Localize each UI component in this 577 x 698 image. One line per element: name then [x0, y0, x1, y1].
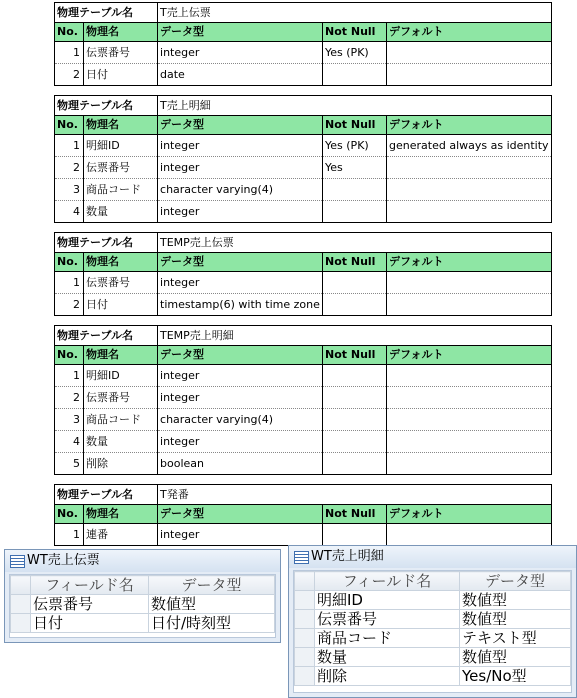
- table-icon: [10, 555, 25, 568]
- row-selector-header: [11, 576, 31, 595]
- field-row[interactable]: [295, 610, 571, 629]
- row-default: [387, 387, 552, 409]
- row-data-type: character varying(4): [158, 409, 323, 431]
- table-row: [55, 409, 552, 431]
- table-spec: [54, 2, 552, 86]
- row-physical-name: 削除: [84, 453, 158, 475]
- col-header-default: デフォルト: [387, 116, 552, 135]
- field-name-cell[interactable]: 伝票番号: [315, 610, 460, 629]
- row-default: [387, 179, 552, 201]
- row-default: [387, 409, 552, 431]
- col-header-default: デフォルト: [387, 253, 552, 272]
- row-not-null: [323, 409, 387, 431]
- row-no: 2: [55, 64, 84, 86]
- row-data-type: date: [158, 64, 323, 86]
- row-no: 5: [55, 453, 84, 475]
- row-data-type: integer: [158, 135, 323, 157]
- table-row: [55, 135, 552, 157]
- table-row: [55, 179, 552, 201]
- field-row[interactable]: [295, 629, 571, 648]
- col-header-data-type[interactable]: データ型: [460, 572, 571, 591]
- physical-table-name-label: 物理テーブル名: [55, 233, 158, 253]
- data-type-cell[interactable]: 数値型: [460, 610, 571, 629]
- field-name-cell[interactable]: 数量: [315, 648, 460, 667]
- row-default: [387, 365, 552, 387]
- table-row: [55, 524, 552, 546]
- design-view-title: WT売上伝票: [27, 553, 100, 568]
- col-header-no: No.: [55, 253, 84, 272]
- row-no: 4: [55, 201, 84, 223]
- row-data-type: integer: [158, 42, 323, 64]
- row-default: [387, 294, 552, 316]
- col-header-data-type: データ型: [158, 253, 323, 272]
- row-no: 1: [55, 365, 84, 387]
- row-data-type: integer: [158, 524, 323, 546]
- field-name-cell[interactable]: 削除: [315, 667, 460, 686]
- row-not-null: Yes (PK): [323, 42, 387, 64]
- physical-table-name-label: 物理テーブル名: [55, 326, 158, 346]
- row-not-null: [323, 365, 387, 387]
- table-spec: [54, 484, 552, 546]
- data-type-cell[interactable]: テキスト型: [460, 629, 571, 648]
- col-header-no: No.: [55, 116, 84, 135]
- row-no: 1: [55, 272, 84, 294]
- field-grid[interactable]: [293, 570, 572, 693]
- col-header-not-null: Not Null: [323, 253, 387, 272]
- row-selector[interactable]: [295, 667, 315, 686]
- row-not-null: [323, 64, 387, 86]
- table-row: [55, 272, 552, 294]
- row-physical-name: 連番: [84, 524, 158, 546]
- field-row[interactable]: [295, 648, 571, 667]
- row-data-type: integer: [158, 272, 323, 294]
- col-header-not-null: Not Null: [323, 116, 387, 135]
- row-selector-header: [295, 572, 315, 591]
- table-row: [55, 294, 552, 316]
- row-data-type: integer: [158, 387, 323, 409]
- row-not-null: Yes: [323, 157, 387, 179]
- col-header-physical-name: 物理名: [84, 253, 158, 272]
- col-header-physical-name: 物理名: [84, 23, 158, 42]
- table-row: [55, 201, 552, 223]
- data-type-cell[interactable]: Yes/No型: [460, 667, 571, 686]
- field-row[interactable]: [11, 595, 275, 614]
- row-data-type: character varying(4): [158, 179, 323, 201]
- row-data-type: integer: [158, 431, 323, 453]
- row-not-null: [323, 387, 387, 409]
- row-no: 3: [55, 409, 84, 431]
- col-header-no: No.: [55, 23, 84, 42]
- row-selector[interactable]: [295, 629, 315, 648]
- row-no: 1: [55, 135, 84, 157]
- col-header-not-null: Not Null: [323, 346, 387, 365]
- row-not-null: [323, 524, 387, 546]
- row-no: 4: [55, 431, 84, 453]
- row-physical-name: 商品コード: [84, 409, 158, 431]
- field-name-cell[interactable]: 伝票番号: [31, 595, 149, 614]
- field-row[interactable]: [295, 667, 571, 686]
- row-not-null: [323, 201, 387, 223]
- row-data-type: boolean: [158, 453, 323, 475]
- col-header-data-type[interactable]: データ型: [149, 576, 275, 595]
- field-row[interactable]: [11, 614, 275, 633]
- row-physical-name: 日付: [84, 294, 158, 316]
- row-physical-name: 伝票番号: [84, 272, 158, 294]
- row-data-type: timestamp(6) with time zone: [158, 294, 323, 316]
- col-header-no: No.: [55, 346, 84, 365]
- col-header-physical-name: 物理名: [84, 116, 158, 135]
- row-no: 1: [55, 42, 84, 64]
- table-row: [55, 365, 552, 387]
- row-not-null: [323, 179, 387, 201]
- row-no: 2: [55, 294, 84, 316]
- row-physical-name: 明細ID: [84, 365, 158, 387]
- physical-table-name-label: 物理テーブル名: [55, 485, 158, 505]
- row-selector[interactable]: [11, 614, 31, 633]
- row-selector[interactable]: [295, 648, 315, 667]
- row-not-null: [323, 272, 387, 294]
- row-selector[interactable]: [295, 610, 315, 629]
- data-type-cell[interactable]: 数値型: [460, 591, 571, 610]
- col-header-no: No.: [55, 505, 84, 524]
- table-row: [55, 387, 552, 409]
- col-header-not-null: Not Null: [323, 505, 387, 524]
- physical-table-name: T売上明細: [158, 96, 552, 116]
- row-selector[interactable]: [295, 591, 315, 610]
- row-default: [387, 453, 552, 475]
- col-header-default: デフォルト: [387, 505, 552, 524]
- data-type-cell[interactable]: 数値型: [460, 648, 571, 667]
- data-type-cell[interactable]: 数値型: [149, 595, 275, 614]
- row-physical-name: 伝票番号: [84, 387, 158, 409]
- row-data-type: integer: [158, 365, 323, 387]
- data-type-cell[interactable]: 日付/時刻型: [149, 614, 275, 633]
- row-not-null: [323, 453, 387, 475]
- row-no: 1: [55, 524, 84, 546]
- row-default: [387, 272, 552, 294]
- table-icon: [294, 551, 309, 564]
- col-header-physical-name: 物理名: [84, 346, 158, 365]
- design-view-wt-uriage-denpyo[interactable]: [4, 549, 281, 643]
- col-header-field-name[interactable]: フィールド名: [315, 572, 460, 591]
- row-no: 3: [55, 179, 84, 201]
- field-row[interactable]: [295, 591, 571, 610]
- design-view-title: WT売上明細: [311, 549, 384, 564]
- col-header-data-type: データ型: [158, 346, 323, 365]
- row-data-type: integer: [158, 201, 323, 223]
- row-default: [387, 157, 552, 179]
- row-data-type: integer: [158, 157, 323, 179]
- row-default: [387, 524, 552, 546]
- row-not-null: Yes (PK): [323, 135, 387, 157]
- col-header-physical-name: 物理名: [84, 505, 158, 524]
- row-physical-name: 数量: [84, 431, 158, 453]
- row-default: generated always as identity: [387, 135, 552, 157]
- col-header-default: デフォルト: [387, 346, 552, 365]
- row-physical-name: 伝票番号: [84, 157, 158, 179]
- row-selector[interactable]: [11, 595, 31, 614]
- field-name-cell[interactable]: 明細ID: [315, 591, 460, 610]
- row-not-null: [323, 431, 387, 453]
- row-no: 2: [55, 157, 84, 179]
- physical-table-name: T発番: [158, 485, 552, 505]
- col-header-field-name[interactable]: フィールド名: [31, 576, 149, 595]
- physical-table-name-label: 物理テーブル名: [55, 96, 158, 116]
- physical-table-name: T売上伝票: [158, 3, 552, 23]
- table-row: [55, 157, 552, 179]
- row-default: [387, 42, 552, 64]
- row-default: [387, 431, 552, 453]
- col-header-not-null: Not Null: [323, 23, 387, 42]
- design-view-title-bar[interactable]: [289, 546, 576, 568]
- table-definitions: [54, 2, 552, 555]
- row-physical-name: 商品コード: [84, 179, 158, 201]
- row-physical-name: 明細ID: [84, 135, 158, 157]
- row-physical-name: 数量: [84, 201, 158, 223]
- table-row: [55, 42, 552, 64]
- row-physical-name: 伝票番号: [84, 42, 158, 64]
- design-view-title-bar[interactable]: [5, 550, 280, 572]
- row-no: 2: [55, 387, 84, 409]
- table-spec: [54, 232, 552, 316]
- table-row: [55, 453, 552, 475]
- col-header-data-type: データ型: [158, 116, 323, 135]
- row-physical-name: 日付: [84, 64, 158, 86]
- row-not-null: [323, 294, 387, 316]
- table-row: [55, 64, 552, 86]
- physical-table-name: TEMP売上伝票: [158, 233, 552, 253]
- physical-table-name: TEMP売上明細: [158, 326, 552, 346]
- table-row: [55, 431, 552, 453]
- col-header-default: デフォルト: [387, 23, 552, 42]
- table-spec: [54, 95, 552, 223]
- field-name-cell[interactable]: 日付: [31, 614, 149, 633]
- row-default: [387, 201, 552, 223]
- field-name-cell[interactable]: 商品コード: [315, 629, 460, 648]
- physical-table-name-label: 物理テーブル名: [55, 3, 158, 23]
- design-view-wt-uriage-meisai[interactable]: [288, 545, 577, 698]
- field-grid[interactable]: [9, 574, 276, 638]
- row-default: [387, 64, 552, 86]
- table-spec: [54, 325, 552, 475]
- col-header-data-type: データ型: [158, 23, 323, 42]
- col-header-data-type: データ型: [158, 505, 323, 524]
